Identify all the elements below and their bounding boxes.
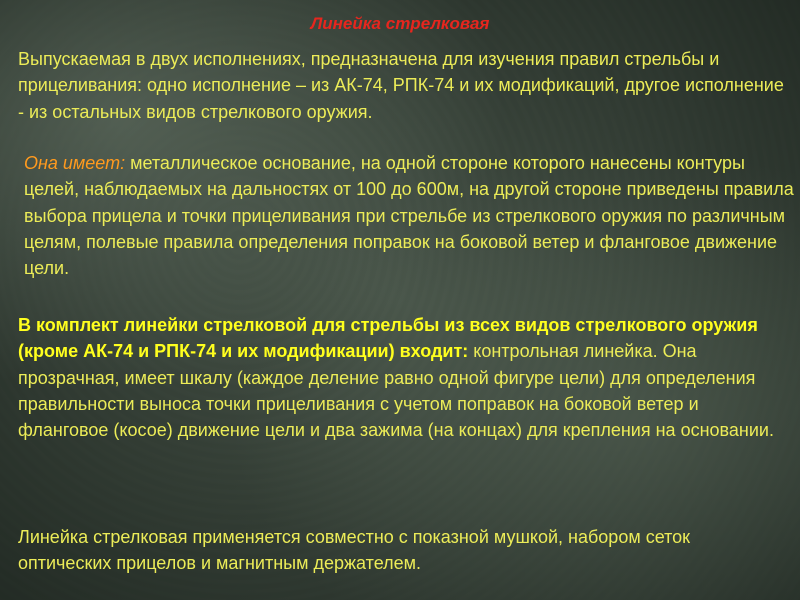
paragraph-description-text: металлическое основание, на одной стороне которого нанесены контуры целей, наблюдаемых на дальностях от 100 до 600м, на другой стороне приведены правила выбора прицела и точки прицеливания при стрельбе из стрелкового оружия по различным целям, полевые правила определения поправок на боковой ветер и фланговое движение цели.: [24, 153, 794, 279]
kit-heading: В комплект линейки стрелковой для стрельбы из всех видов стрелкового оружия (кроме АК-74 и РПК-74 и их модификации) входит:: [18, 315, 758, 362]
kit-text: контрольная линейка. Она прозрачная, имеет шкалу (каждое деление равно одной фигуре цели) для определения правильности выноса точки прицеливания с учетом поправок на боковой ветер и фланговое (косое) движение цели и два зажима (на концах) для крепления на основании.: [18, 341, 774, 441]
slide-title: Линейка стрелковая: [310, 14, 490, 33]
paragraph-purpose: Выпускаемая в двух исполнениях, предназначена для изучения правил стрельбы и прицеливания: одно исполнение – из АК-74, РПК-74 и их модификаций, другое исполнение - из остальных видов стрелкового оружия.: [18, 49, 784, 122]
paragraph-usage: Линейка стрелковая применяется совместно с показной мушкой, набором сеток оптических прицелов и магнитным держателем.: [18, 527, 691, 574]
paragraph-kit: [18, 312, 788, 443]
paragraph-description: [24, 150, 794, 281]
highlight-label: Она имеет:: [24, 153, 126, 173]
